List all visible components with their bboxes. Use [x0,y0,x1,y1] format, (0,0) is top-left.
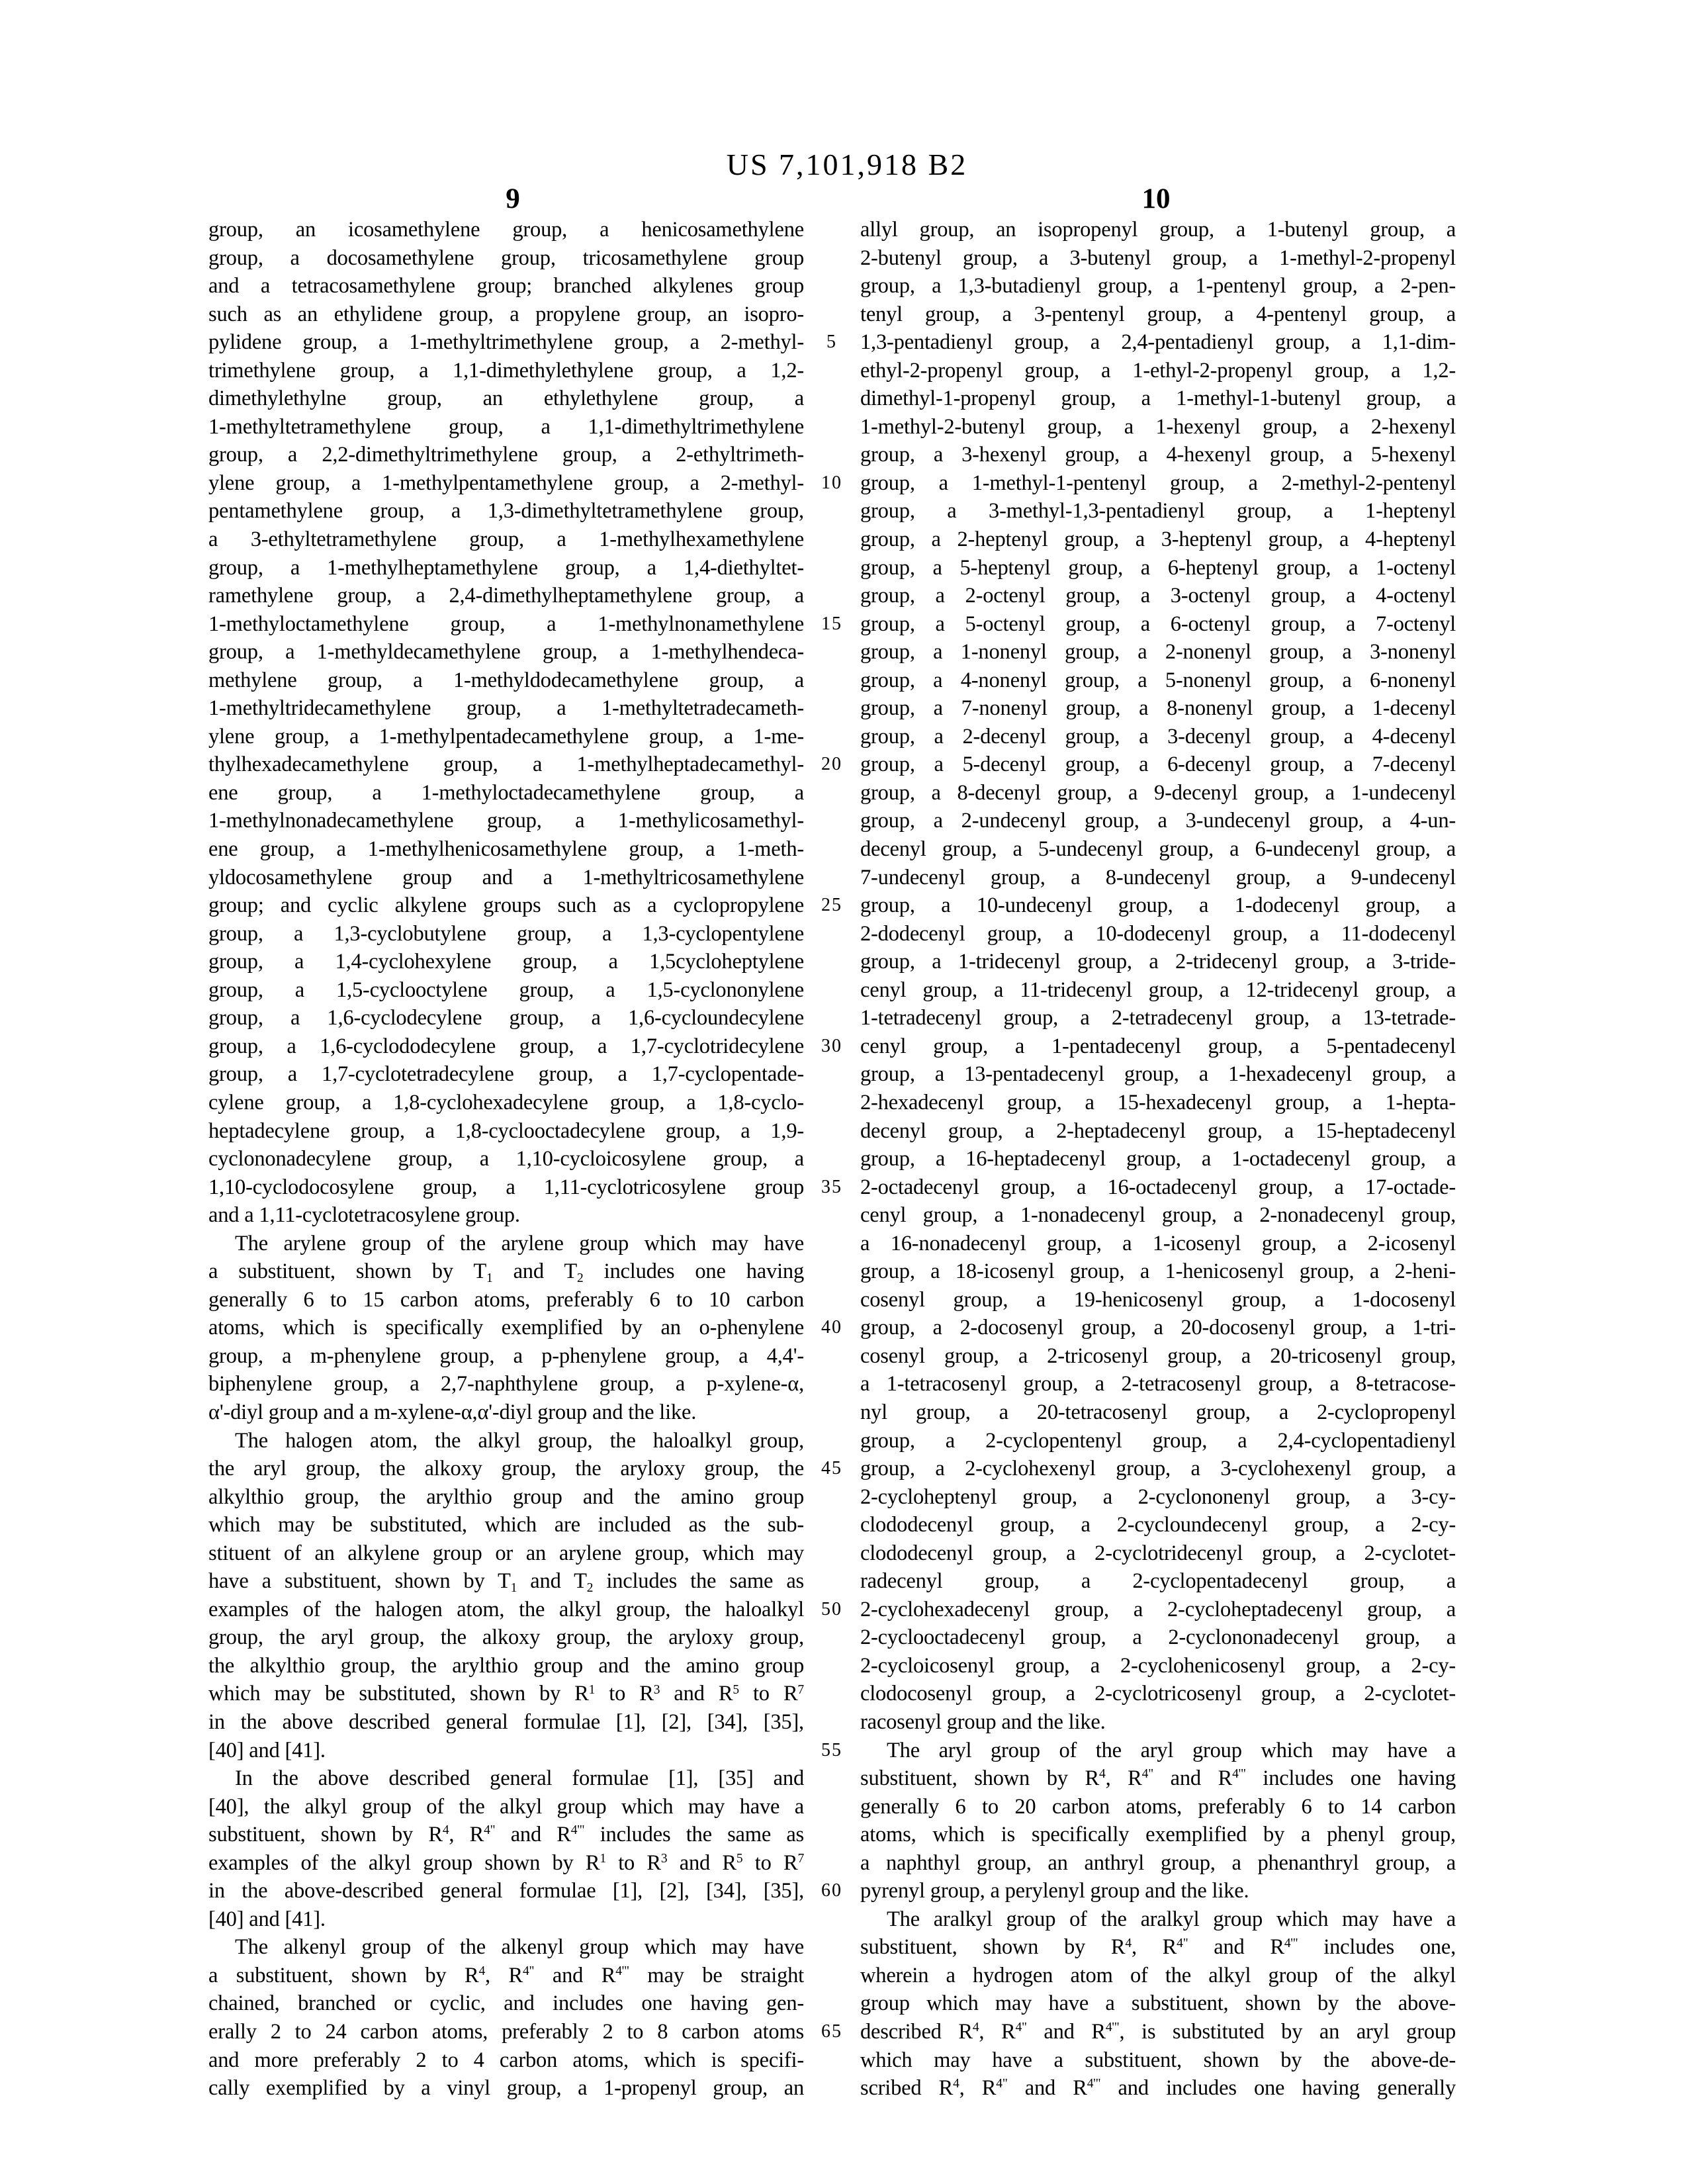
text-line: trimethylene group, a 1,1-dimethylethylene group, a 1,2- [208,358,804,383]
text-line: group, a 4-nonenyl group, a 5-nonenyl group, a 6-nonenyl [860,668,1456,692]
text-line: which may have a substituent, shown by the above-de- [860,2048,1456,2072]
text-line: In the above described general formulae [1], [35] and [235,1766,804,1791]
text-line: The halogen atom, the alkyl group, the haloalkyl group, [235,1428,804,1453]
text-line: group, a 2-octenyl group, a 3-octenyl group, a 4-octenyl [860,584,1456,608]
line-number: 60 [821,1880,842,1901]
text-line: decenyl group, a 2-heptadecenyl group, a 15-heptadecenyl [860,1118,1456,1143]
text-line: cylene group, a 1,8-cyclohexadecylene group, a 1,8-cyclo- [208,1090,804,1115]
text-line: a 16-nonadecenyl group, a 1-icosenyl group, a 2-icosenyl [860,1231,1456,1255]
line-number: 5 [826,332,837,353]
text-line: wherein a hydrogen atom of the alkyl group of the alkyl [860,1963,1456,1987]
text-line: group, a 13-pentadecenyl group, a 1-hexadecenyl group, a [860,1062,1456,1087]
text-line: a substituent, shown by $T_1$ and $T_2$ includes one having [208,1259,804,1285]
text-line: racosenyl group and the like. [860,1709,1106,1734]
text-line: which may be substituted, which are included as the sub- [208,1513,804,1537]
gutter-line-numbers [809,216,854,2109]
text-line: group, a 1,4-cyclohexylene group, a 1,5cycloheptylene [208,950,804,974]
text-line: the alkylthio group, the arylthio group and the amino group [208,1653,804,1678]
text-line: ylene group, a 1-methylpentadecamethylene group, a 1-me- [208,724,804,749]
text-line: group, a 1-nonenyl group, a 2-nonenyl group, a 3-nonenyl [860,640,1456,664]
text-line: group, a 5-heptenyl group, a 6-heptenyl group, a 1-octenyl [860,555,1456,580]
text-line: cosenyl group, a 2-tricosenyl group, a 20-tricosenyl group, [860,1343,1456,1368]
line-number: 30 [821,1035,842,1056]
column-number-left: 9 [506,183,520,214]
page-title: US 7,101,918 B2 [726,148,968,181]
text-line: allyl group, an isopropenyl group, a 1-butenyl group, a [860,218,1456,242]
text-line: clododecenyl group, a 2-cyclotridecenyl group, a 2-cyclotet- [860,1541,1456,1565]
text-line: cenyl group, a 11-tridecenyl group, a 12-tridecenyl group, a [860,978,1456,1002]
text-line: atoms, which is specifically exemplified by an o-phenylene [208,1316,804,1340]
text-line: group, a 1-methyl-1-pentenyl group, a 2-methyl-2-pentenyl [860,471,1456,495]
text-line: 2-cyclohexadecenyl group, a 2-cycloheptadecenyl group, a [860,1597,1456,1621]
text-line: cenyl group, a 1-nonadecenyl group, a 2-nonadecenyl group, [860,1203,1456,1228]
text-line: dimethylethylne group, an ethylethylene group, a [208,387,804,411]
text-line: group, a 2-cyclohexenyl group, a 3-cyclohexenyl group, a [860,1457,1456,1481]
text-line: 1-methyl-2-butenyl group, a 1-hexenyl group, a 2-hexenyl [860,414,1456,439]
text-line: ethyl-2-propenyl group, a 1-ethyl-2-propenyl group, a 1,2- [860,358,1456,383]
text-line: generally 6 to 15 carbon atoms, preferably 6 to 10 carbon [208,1287,804,1312]
text-line: pentamethylene group, a 1,3-dimethyltetramethylene group, [208,499,804,523]
text-line: group, a docosamethylene group, tricosamethylene group [208,246,804,270]
text-line: group, a 10-undecenyl group, a 1-dodecenyl group, a [860,893,1456,918]
text-line: described $R^4$, $R^{4"}$ and $R^{4'"}$, is substituted by an aryl group [860,2020,1456,2044]
text-line: 2-cycloicosenyl group, a 2-cyclohenicosenyl group, a 2-cy- [860,1653,1456,1678]
text-line: 1,10-cyclodocosylene group, a 1,11-cyclotricosylene group [208,1175,804,1199]
text-line: thylhexadecamethylene group, a 1-methylheptadecamethyl- [208,752,804,777]
text-line: pylidene group, a 1-methyltrimethylene group, a 2-methyl- [208,330,804,355]
text-line: 1-methyloctamethylene group, a 1-methylnonamethylene [208,612,804,636]
text-line: group, a 8-decenyl group, a 9-decenyl group, a 1-undecenyl [860,780,1456,805]
text-line: group, a 2-heptenyl group, a 3-heptenyl group, a 4-heptenyl [860,527,1456,552]
text-line: 1-tetradecenyl group, a 2-tetradecenyl group, a 13-tetrade- [860,1006,1456,1030]
text-line: examples of the alkyl group shown by $R^1$ to $R^3$ and $R^5$ to $R^7$ [208,1850,804,1875]
text-line: The aralkyl group of the aralkyl group which may have a [887,1907,1456,1931]
text-line: dimethyl-1-propenyl group, a 1-methyl-1-butenyl group, a [860,387,1456,411]
text-line: group, a 3-hexenyl group, a 4-hexenyl group, a 5-hexenyl [860,443,1456,467]
line-number: 65 [821,2021,842,2042]
text-line: alkylthio group, the arylthio group and the amino group [208,1484,804,1509]
text-line: group, a 1,3-butadienyl group, a 1-pentenyl group, a 2-pen- [860,274,1456,298]
text-line: chained, branched or cyclic, and includes one having gen- [208,1991,804,2016]
text-line: group; and cyclic alkylene groups such as a cyclopropylene [208,893,804,918]
text-line: [40], the alkyl group of the alkyl group which may have a [208,1794,804,1819]
right-column-text [860,216,1456,2103]
text-line: group, a 1-methyldecamethylene group, a 1-methylhendeca- [208,640,804,664]
line-number: 40 [821,1317,842,1338]
text-line: in the above-described general formulae [1], [2], [34], [35], [208,1879,804,1903]
line-number: 55 [821,1739,842,1760]
text-line: a naphthyl group, an anthryl group, a phenanthryl group, a [860,1850,1456,1875]
text-line: radecenyl group, a 2-cyclopentadecenyl group, a [860,1569,1456,1594]
line-number: 45 [821,1458,842,1479]
text-line: a 3-ethyltetramethylene group, a 1-methylhexamethylene [208,527,804,552]
text-line: group, a 1,5-cyclooctylene group, a 1,5-cyclononylene [208,978,804,1002]
text-line: examples of the halogen atom, the alkyl group, the haloalkyl [208,1597,804,1621]
text-line: group, a 2-docosenyl group, a 20-docosenyl group, a 1-tri- [860,1316,1456,1340]
column-number-right: 10 [1141,183,1171,214]
text-line: group, a 1,7-cyclotetradecylene group, a 1,7-cyclopentade- [208,1062,804,1087]
text-line: group, a 2-decenyl group, a 3-decenyl group, a 4-decenyl [860,724,1456,749]
text-line: group, a 5-octenyl group, a 6-octenyl group, a 7-octenyl [860,612,1456,636]
text-line: such as an ethylidene group, a propylene group, an isopro- [208,302,804,326]
text-line: decenyl group, a 5-undecenyl group, a 6-undecenyl group, a [860,837,1456,862]
text-line: have a substituent, shown by $T_1$ and $T_2$ includes the same as [208,1569,804,1595]
text-line: group, a 5-decenyl group, a 6-decenyl group, a 7-decenyl [860,752,1456,777]
text-line: group, the aryl group, the alkoxy group, the aryloxy group, [208,1625,804,1650]
text-line: The arylene group of the arylene group which may have [235,1231,804,1255]
text-line: 2-butenyl group, a 3-butenyl group, a 1-methyl-2-propenyl [860,246,1456,270]
line-number: 50 [821,1598,842,1619]
text-line: group, an icosamethylene group, a henicosamethylene [208,218,804,242]
text-line: generally 6 to 20 carbon atoms, preferably 6 to 14 carbon [860,1794,1456,1819]
text-line: cosenyl group, a 19-henicosenyl group, a 1-docosenyl [860,1287,1456,1312]
text-line: group, a 18-icosenyl group, a 1-henicosenyl group, a 2-heni- [860,1259,1456,1284]
text-line: The aryl group of the aryl group which may have a [887,1738,1456,1762]
text-line: 2-cyclooctadecenyl group, a 2-cyclononadecenyl group, a [860,1625,1456,1650]
text-line: group, a 1,3-cyclobutylene group, a 1,3-cyclopentylene [208,921,804,946]
text-line: methylene group, a 1-methyldodecamethylene group, a [208,668,804,692]
line-number: 35 [821,1176,842,1197]
text-line: a 1-tetracosenyl group, a 2-tetracosenyl group, a 8-tetracose- [860,1372,1456,1396]
text-line: stituent of an alkylene group or an arylene group, which may [208,1541,804,1565]
text-line: The alkenyl group of the alkenyl group which may have [235,1935,804,1960]
text-line: ene group, a 1-methylhenicosamethylene group, a 1-meth- [208,837,804,862]
text-line: 2-octadecenyl group, a 16-octadecenyl group, a 17-octade- [860,1175,1456,1199]
line-number: 20 [821,754,842,775]
text-line: group, a 2,2-dimethyltrimethylene group, a 2-ethyltrimeth- [208,443,804,467]
text-line: group, a 1,6-cyclododecylene group, a 1,7-cyclotridecylene [208,1034,804,1058]
text-line: group, a 1-methylheptamethylene group, a 1,4-diethyltet- [208,555,804,580]
text-line: scribed $R^4$, $R^{4"}$ and $R^{4'"}$ and includes one having generally [860,2076,1456,2101]
text-line: biphenylene group, a 2,7-naphthylene group, a p-xylene-α, [208,1372,804,1396]
text-line: cenyl group, a 1-pentadecenyl group, a 5-pentadecenyl [860,1034,1456,1058]
text-line: the aryl group, the alkoxy group, the aryloxy group, the [208,1457,804,1481]
text-line: clodocosenyl group, a 2-cyclotricosenyl group, a 2-cyclotet- [860,1682,1456,1706]
text-line: which may be substituted, shown by $R^1$ to $R^3$ and $R^5$ to $R^7$ [208,1682,804,1706]
text-line: group, a 2-cyclopentenyl group, a 2,4-cyclopentadienyl [860,1428,1456,1453]
text-line: 2-hexadecenyl group, a 15-hexadecenyl group, a 1-hepta- [860,1090,1456,1115]
text-line: clododecenyl group, a 2-cycloundecenyl group, a 2-cy- [860,1513,1456,1537]
text-line: and a tetracosamethylene group; branched alkylenes group [208,274,804,298]
text-line: atoms, which is specifically exemplified by a phenyl group, [860,1823,1456,1847]
text-line: in the above described general formulae [1], [2], [34], [35], [208,1709,804,1734]
text-line: ramethylene group, a 2,4-dimethylheptamethylene group, a [208,584,804,608]
text-line: and a 1,11-cyclotetracosylene group. [208,1203,520,1228]
text-line: α'-diyl group and a m-xylene-α,α'-diyl group and the like. [208,1400,697,1424]
text-line: group which may have a substituent, shown by the above- [860,1991,1456,2016]
text-line: 1-methyltetramethylene group, a 1,1-dimethyltrimethylene [208,414,804,439]
text-line: 1,3-pentadienyl group, a 2,4-pentadienyl group, a 1,1-dim- [860,330,1456,355]
text-line: erally 2 to 24 carbon atoms, preferably 2 to 8 carbon atoms [208,2020,804,2044]
line-number: 25 [821,895,842,916]
text-line: group, a 16-heptadecenyl group, a 1-octadecenyl group, a [860,1147,1456,1171]
line-number: 10 [821,472,842,493]
text-line: group, a 1,6-cyclodecylene group, a 1,6-cycloundecylene [208,1006,804,1030]
text-line: group, a 7-nonenyl group, a 8-nonenyl group, a 1-decenyl [860,696,1456,721]
text-line: substituent, shown by $R^4$, $R^{4"}$ and $R^{4'"}$ includes the same as [208,1823,804,1847]
text-line: heptadecylene group, a 1,8-cyclooctadecylene group, a 1,9- [208,1118,804,1143]
text-line: group, a 1-tridecenyl group, a 2-tridecenyl group, a 3-tride- [860,950,1456,974]
text-line: and more preferably 2 to 4 carbon atoms, which is specifi- [208,2048,804,2072]
text-line: substituent, shown by $R^4$, $R^{4"}$ and $R^{4'"}$ includes one, [860,1935,1456,1960]
text-line: substituent, shown by $R^4$, $R^{4"}$ and $R^{4'"}$ includes one having [860,1766,1456,1791]
left-column-text [208,216,804,2103]
text-line: 2-cycloheptenyl group, a 2-cyclononenyl group, a 3-cy- [860,1484,1456,1509]
text-line: tenyl group, a 3-pentenyl group, a 4-pentenyl group, a [860,302,1456,326]
text-line: [40] and [41]. [208,1907,326,1931]
text-line: ene group, a 1-methyloctadecamethylene group, a [208,780,804,805]
text-line: 1-methyltridecamethylene group, a 1-methyltetradecameth- [208,696,804,721]
text-line: 2-dodecenyl group, a 10-dodecenyl group, a 11-dodecenyl [860,921,1456,946]
text-line: nyl group, a 20-tetracosenyl group, a 2-cyclopropenyl [860,1400,1456,1424]
text-line: cyclononadecylene group, a 1,10-cycloicosylene group, a [208,1147,804,1171]
text-line: pyrenyl group, a perylenyl group and the like. [860,1879,1249,1903]
text-line: group, a m-phenylene group, a p-phenylene group, a 4,4'- [208,1343,804,1368]
text-line: group, a 2-undecenyl group, a 3-undecenyl group, a 4-un- [860,809,1456,833]
text-line: [40] and [41]. [208,1738,326,1762]
text-line: yldocosamethylene group and a 1-methyltricosamethylene [208,865,804,889]
text-line: 7-undecenyl group, a 8-undecenyl group, a 9-undecenyl [860,865,1456,889]
text-line: a substituent, shown by $R^4$, $R^{4"}$ and $R^{4'"}$ may be straight [208,1963,804,1987]
text-line: ylene group, a 1-methylpentamethylene group, a 2-methyl- [208,471,804,495]
text-line: cally exemplified by a vinyl group, a 1-propenyl group, an [208,2076,804,2101]
line-number: 15 [821,613,842,634]
text-line: group, a 3-methyl-1,3-pentadienyl group, a 1-heptenyl [860,499,1456,523]
text-line: 1-methylnonadecamethylene group, a 1-methylicosamethyl- [208,809,804,833]
